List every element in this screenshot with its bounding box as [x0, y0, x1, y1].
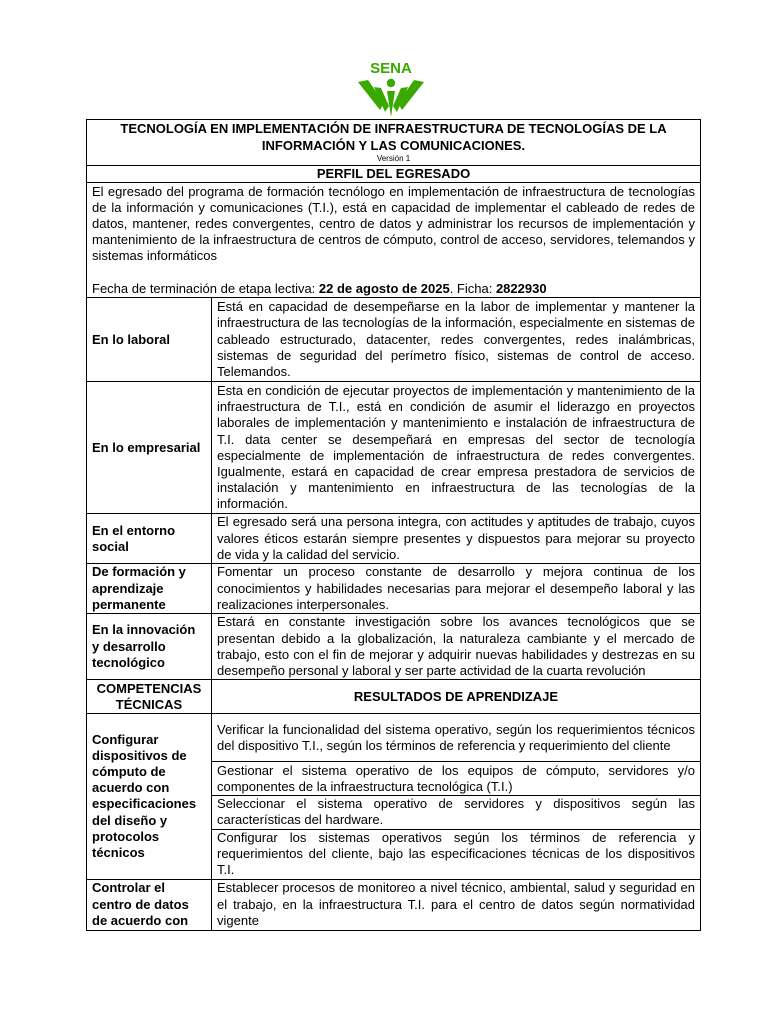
perfil-intro-text: El egresado del programa de formación tecnólogo en implementación de infraestructura de tecnologías de la información y comunicaciones (T.I.), está en capacidad de implementar el cableado de redes de datos, mantener, redes convergentes, centro de datos y administrar los recursos de implementación y mantenimiento de la infraestructura de centros de cómputo, control de acceso, servidores, telemandos y sistemas informáticos: [92, 183, 696, 264]
resultados-heading: RESULTADOS DE APRENDIZAJE: [212, 680, 701, 714]
result-text: Verificar la funcionalidad del sistema operativo, según los requerimientos técnicos del dispositivo T.I., según los términos de referencia y requerimiento del cliente: [212, 714, 701, 762]
profile-row-label: De formación y aprendizaje permanente: [87, 564, 212, 614]
result-row: [87, 879, 701, 930]
profile-row: [87, 382, 701, 514]
profile-row-label: En lo laboral: [87, 298, 212, 382]
ficha-value: 2822930: [495, 280, 547, 296]
perfil-intro-row: [87, 183, 701, 298]
result-row: [87, 714, 701, 762]
perfil-intro: [87, 183, 701, 298]
result-text: Configurar los sistemas operativos según los términos de referencia y requerimientos del cliente, bajo las especificaciones técnicas de los dispositivos T.I.: [212, 829, 701, 879]
version-label: Versión 1: [376, 153, 411, 163]
result-text: Gestionar el sistema operativo de los equipos de cómputo, servidores y/o componentes de la infraestructura tecnológica (T.I.): [212, 762, 701, 796]
result-text: Establecer procesos de monitoreo a nivel técnico, ambiental, salud y seguridad en el trabajo, en la infraestructura T.I. para el centro de datos según normatividad vigente: [212, 879, 701, 930]
profile-row-text: Esta en condición de ejecutar proyectos de implementación y mantenimiento de la infraestructura de T.I., está en condición de asumir el liderazgo en proyectos laborales de implementación y mantenimiento e instalación de infraestructura de T.I. data center se desempeñará en empresas del sector de tecnología especialmente de implementación de infraestructura de redes convergentes. Igualmente, estará en capacidad de crear empresa prestadora de servicios de instalación y mantenimiento en infraestructura de las tecnologías de la información.: [212, 382, 701, 514]
profile-row-label: En el entorno social: [87, 514, 212, 564]
profile-row-text: Fomentar un proceso constante de desarrollo y mejora continua de los conocimientos y habilidades necesarias para mejorar el desempeño laboral y las realizaciones interpersonales.: [212, 564, 701, 614]
document-title: [87, 120, 701, 166]
competencias-heading: COMPETENCIAS TÉCNICAS: [87, 680, 212, 714]
profile-row-label: En la innovación y desarrollo tecnológico: [87, 614, 212, 680]
perfil-heading: PERFIL DEL EGRESADO: [87, 166, 701, 183]
result-text: Seleccionar el sistema operativo de servidores y dispositivos según las características del hardware.: [212, 796, 701, 829]
profile-row: [87, 614, 701, 680]
fecha-line: [92, 281, 695, 297]
profile-row-text: Estará en constante investigación sobre los avances tecnológicos que se presentan debido a la globalización, la naturaleza cambiante y el mercado de trabajo, esto con el fin de mejorar y adquirir nuevas habilidades y destrezas en su desempeño personal y laboral y ser parte actividad de la cuarta revolución: [212, 614, 701, 680]
perfil-heading-row: [87, 166, 701, 183]
competencia-name: Controlar el centro de datos de acuerdo con: [87, 879, 212, 930]
profile-row: [87, 564, 701, 614]
profile-row-label: En lo empresarial: [87, 382, 212, 514]
profile-row-text: El egresado será una persona integra, con actitudes y aptitudes de trabajo, cuyos valores éticos estarán siempre presentes y dispuestos para mejorar su proyecto de vida y la calidad del servicio.: [212, 514, 701, 564]
profile-row-text: Está en capacidad de desempeñarse en la labor de implementar y mantener la infraestructura de las tecnologías de la información, especialmente en sistemas de cableado estructurado, datacenter, redes convergentes, redes inalámbricas, sistemas de seguridad del perímetro físico, sistemas de control de acceso. Telemandos.: [212, 298, 701, 382]
profile-row: [87, 514, 701, 564]
sena-logo-text: SENA: [370, 60, 412, 77]
profile-row: [87, 298, 701, 382]
program-profile-table: [86, 119, 701, 931]
fecha-value: 22 de agosto de 2025: [318, 280, 450, 296]
document-title-row: [87, 120, 701, 166]
sena-logo: [354, 56, 428, 118]
fecha-label: Fecha de terminación de etapa lectiva:: [92, 280, 319, 296]
competencias-heading-row: [87, 680, 701, 714]
competencia-name: Configurar dispositivos de cómputo de acuerdo con especificaciones del diseño y protocolos técnicos: [87, 714, 212, 879]
ficha-label: . Ficha:: [449, 280, 496, 296]
program-title: TECNOLOGÍA EN IMPLEMENTACIÓN DE INFRAESTRUCTURA DE TECNOLOGÍAS DE LA INFORMACIÓN Y LAS COMUNICACIONES.: [120, 121, 667, 153]
